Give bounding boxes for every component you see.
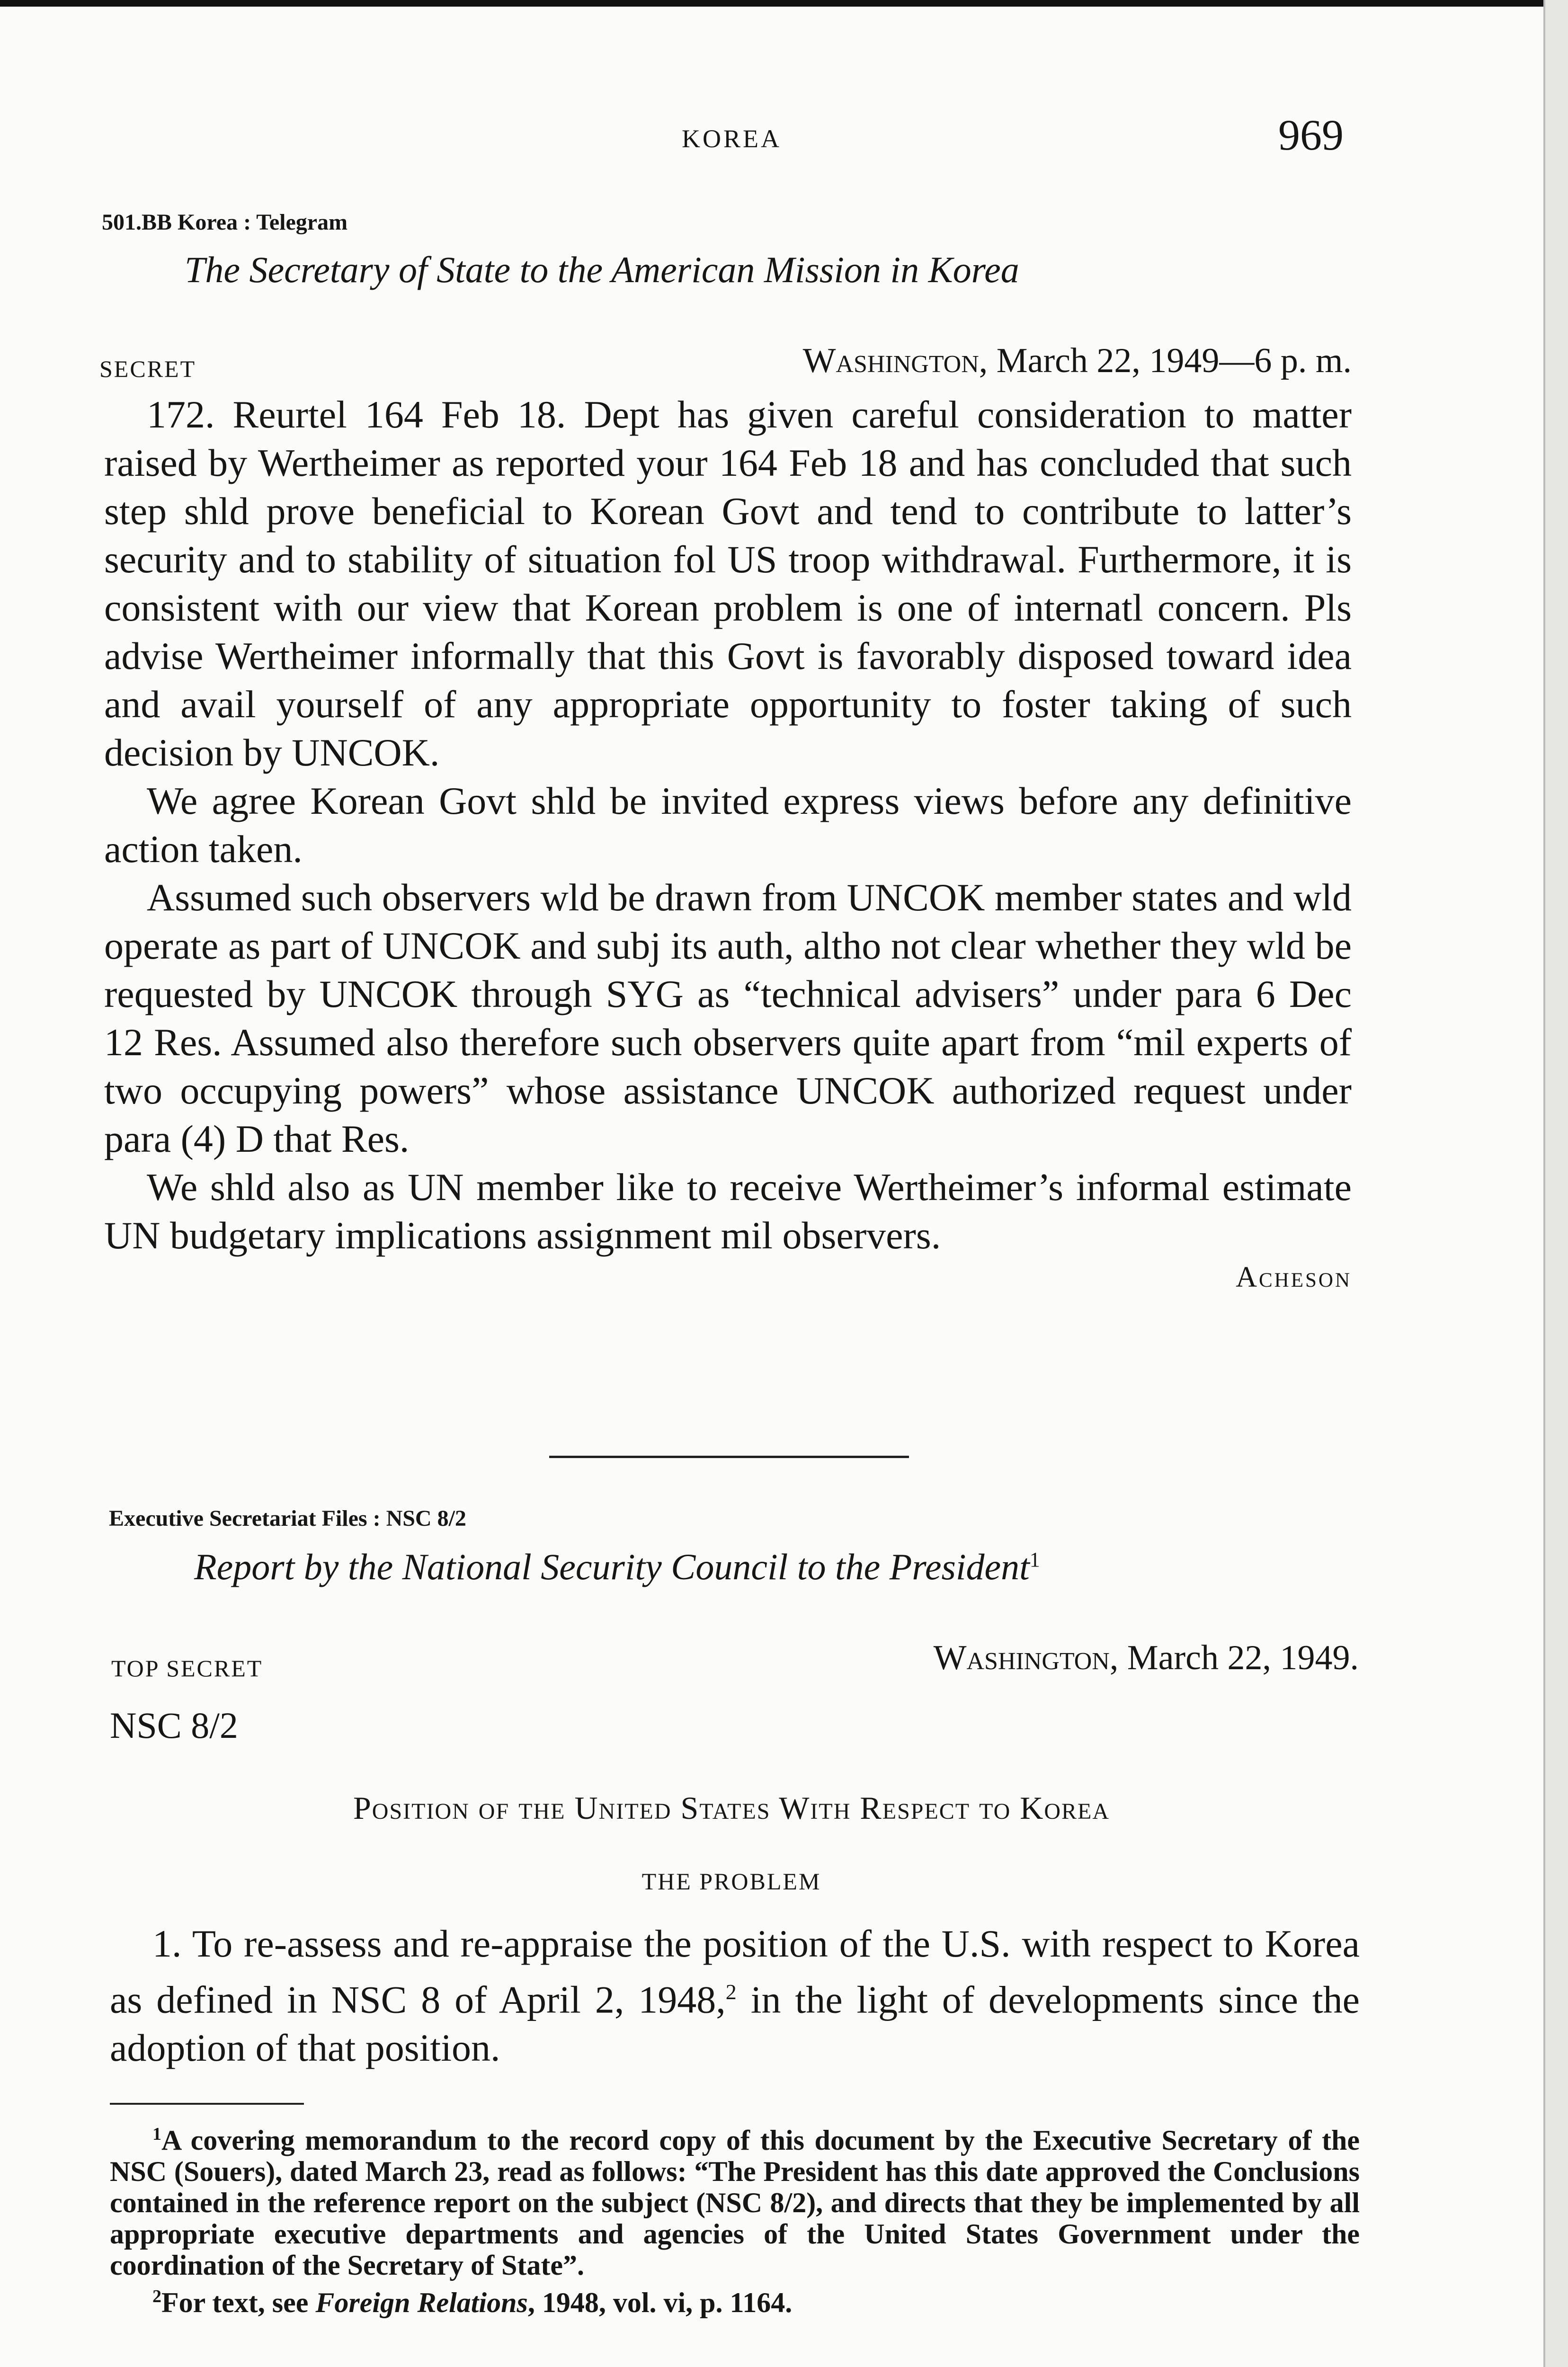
page-edge bbox=[1543, 0, 1568, 2367]
footnote-1 bbox=[110, 2118, 1360, 2281]
doc1-classification: SECRET bbox=[99, 356, 196, 382]
doc1-paragraph-3: Assumed such observers wld be drawn from UNCOK member states and wld operate as part of UNCOK and subj its auth, altho not clear whether they wld be requested by UNCOK through SYG as “technical advisers” under para 6 Dec 12 Res. Assumed also therefore such observers quite apart from “mil experts of two occupying powers” whose assistance UNCOK authorized request under para (4) D that Res. bbox=[104, 876, 1352, 1160]
doc2-title-text: Report by the National Security Council to the President bbox=[194, 1546, 1030, 1587]
top-border bbox=[0, 0, 1568, 7]
doc2-classification: TOP SECRET bbox=[111, 1655, 263, 1682]
footnote-2-italic-title: Foreign Relations bbox=[315, 2287, 528, 2318]
page-number: 969 bbox=[1278, 111, 1344, 159]
doc2-subheading: THE PROBLEM bbox=[641, 1868, 821, 1895]
doc2-body bbox=[110, 1920, 1360, 2072]
footnote-1-text: A covering memorandum to the record copy of this document by the Executive Secretary of the NSC (Souers), dated March 23, read as follows: “The President has this date approved the Conclusions contained in the reference report on the subject (NSC 8/2), and directs that they be implemented by all appropriate executive departments and agencies of the United States Government under the coordination of the Secretary of State”. bbox=[110, 2125, 1360, 2281]
doc2-paragraph-1-part-a: 1. To re-assess and re-appraise the position of the U.S. with respect to Korea as defined in NSC 8 of April 2, 1948, bbox=[110, 1922, 1360, 2021]
doc2-number: NSC 8/2 bbox=[110, 1705, 238, 1746]
doc2-place: Washington bbox=[933, 1638, 1110, 1677]
doc1-file-reference: 501.BB Korea : Telegram bbox=[102, 210, 348, 235]
doc1-paragraph-4: We shld also as UN member like to receive Wertheimer’s informal estimate UN budgetary implications assignment mil observers. bbox=[104, 1166, 1352, 1257]
footnote-2-mark: 2 bbox=[152, 2287, 161, 2306]
footnote-2 bbox=[110, 2281, 1360, 2318]
doc1-paragraph-2: We agree Korean Govt shld be invited express views before any definitive action taken. bbox=[104, 779, 1352, 871]
doc2-date: , March 22, 1949. bbox=[1109, 1638, 1359, 1677]
doc2-paragraph-1 bbox=[110, 1920, 1360, 2072]
doc1-signature: Acheson bbox=[1236, 1261, 1352, 1293]
doc1-paragraph-1: 172. Reurtel 164 Feb 18. Dept has given careful consideration to matter raised by Wertheimer as reported your 164 Feb 18 and has concluded that such step shld prove beneficial to Korean Govt and tend to contribute to latter’s security and to stability of situation fol US troop withdrawal. Furthermore, it is consistent with our view that Korean problem is one of internatl concern. Pls advise Wertheimer informally that this Govt is favorably disposed toward idea and avail yourself of any appropriate opportunity to foster taking of such decision by UNCOK. bbox=[104, 393, 1352, 774]
doc1-dateline bbox=[521, 341, 1352, 381]
separator-rule bbox=[549, 1456, 909, 1458]
running-head: KOREA bbox=[682, 125, 782, 153]
footnotes bbox=[110, 2118, 1360, 2318]
doc2-footnote-mark-2: 2 bbox=[725, 1980, 737, 2004]
doc2-section-title: Position of the United States With Respect to Korea bbox=[353, 1790, 1110, 1826]
doc1-date: , March 22, 1949—6 p. m. bbox=[979, 341, 1352, 380]
doc2-title bbox=[194, 1546, 1359, 1588]
doc1-title: The Secretary of State to the American Mission in Korea bbox=[185, 249, 1019, 290]
doc2-paragraph-1-part-b: in the light of developments since the adoption of that position. bbox=[110, 1978, 1360, 2070]
doc1-place: Washington bbox=[802, 341, 979, 380]
doc1-body bbox=[104, 391, 1352, 1294]
doc2-file-reference: Executive Secretariat Files : NSC 8/2 bbox=[109, 1506, 466, 1531]
footnote-rule bbox=[110, 2103, 304, 2105]
doc2-dateline bbox=[615, 1638, 1359, 1678]
footnote-1-mark: 1 bbox=[152, 2124, 161, 2144]
footnote-2-text-a: For text, see bbox=[161, 2287, 316, 2318]
doc2-title-footnote-mark: 1 bbox=[1029, 1548, 1040, 1571]
footnote-2-text-b: , 1948, vol. vi, p. 1164. bbox=[527, 2287, 793, 2318]
